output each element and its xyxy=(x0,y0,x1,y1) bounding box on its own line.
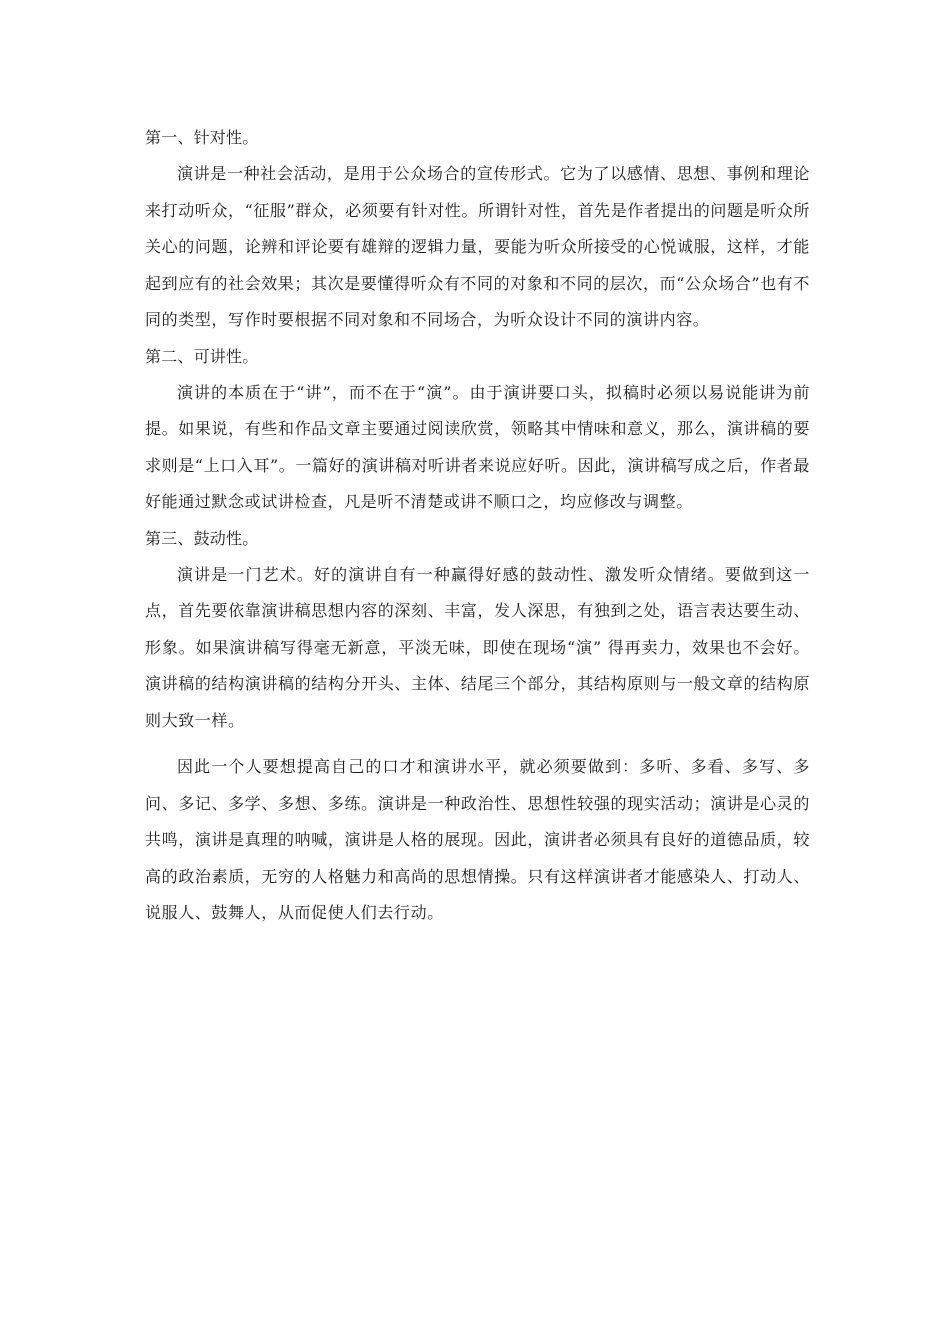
closing-paragraph: 因此一个人要想提高自己的口才和演讲水平，就必须要做到：多听、多看、多写、多问、多记、多学、多想、多练。演讲是一种政治性、思想性较强的现实活动；演讲是心灵的共鸣，演讲是真理的呐喊，演讲是人格的展现。因此，演讲者必须具有良好的道德品质，较高的政治素质，无穷的人格魅力和高尚的思想情操。只有这样演讲者才能感染人、打动人、说服人、鼓舞人，从而促使人们去行动。 xyxy=(145,757,810,922)
section-paragraph-2: 演讲的本质在于“讲”，而不在于“演”。由于演讲要口头，拟稿时必须以易说能讲为前提。如果说，有些和作品文章主要通过阅读欣赏，领略其中情味和意义，那么，演讲稿的要求则是“上口入耳”。一篇好的演讲稿对听讲者来说应好听。因此，演讲稿写成之后，作者最好能通过默念或试讲检查，凡是听不清楚或讲不顺口之，均应修改与调整。 xyxy=(145,382,810,511)
section-paragraph-3: 演讲是一门艺术。好的演讲自有一种赢得好感的鼓动性、激发听众情绪。要做到这一点，首先要依靠演讲稿思想内容的深刻、丰富，发人深思，有独到之处，语言表达要生动、形象。如果演讲稿写得毫无新意，平淡无味，即使在现场“演” 得再卖力，效果也不会好。演讲稿的结构演讲稿的结构分开头、主体、结尾三个部分，其结构原则与一般文章的结构原则大致一样。 xyxy=(145,564,810,730)
section-paragraph-1: 演讲是一种社会活动，是用于公众场合的宣传形式。它为了以感情、思想、事例和理论来打动听众，“征服”群众，必须要有针对性。所谓针对性，首先是作者提出的问题是听众所关心的问题，论辨和评论要有雄辩的逻辑力量，要能为听众所接受的心悦诚服，这样，才能起到应有的社会效果；其次是要懂得听众有不同的对象和不同的层次，而“公众场合”也有不同的类型，写作时要根据不同对象和不同场合，为听众设计不同的演讲内容。 xyxy=(145,164,810,329)
document-page xyxy=(145,120,810,932)
section-heading-1: 第一、针对性。 xyxy=(145,128,259,147)
section-heading-3: 第三、鼓动性。 xyxy=(145,528,259,548)
section-heading-2: 第二、可讲性。 xyxy=(145,346,259,366)
